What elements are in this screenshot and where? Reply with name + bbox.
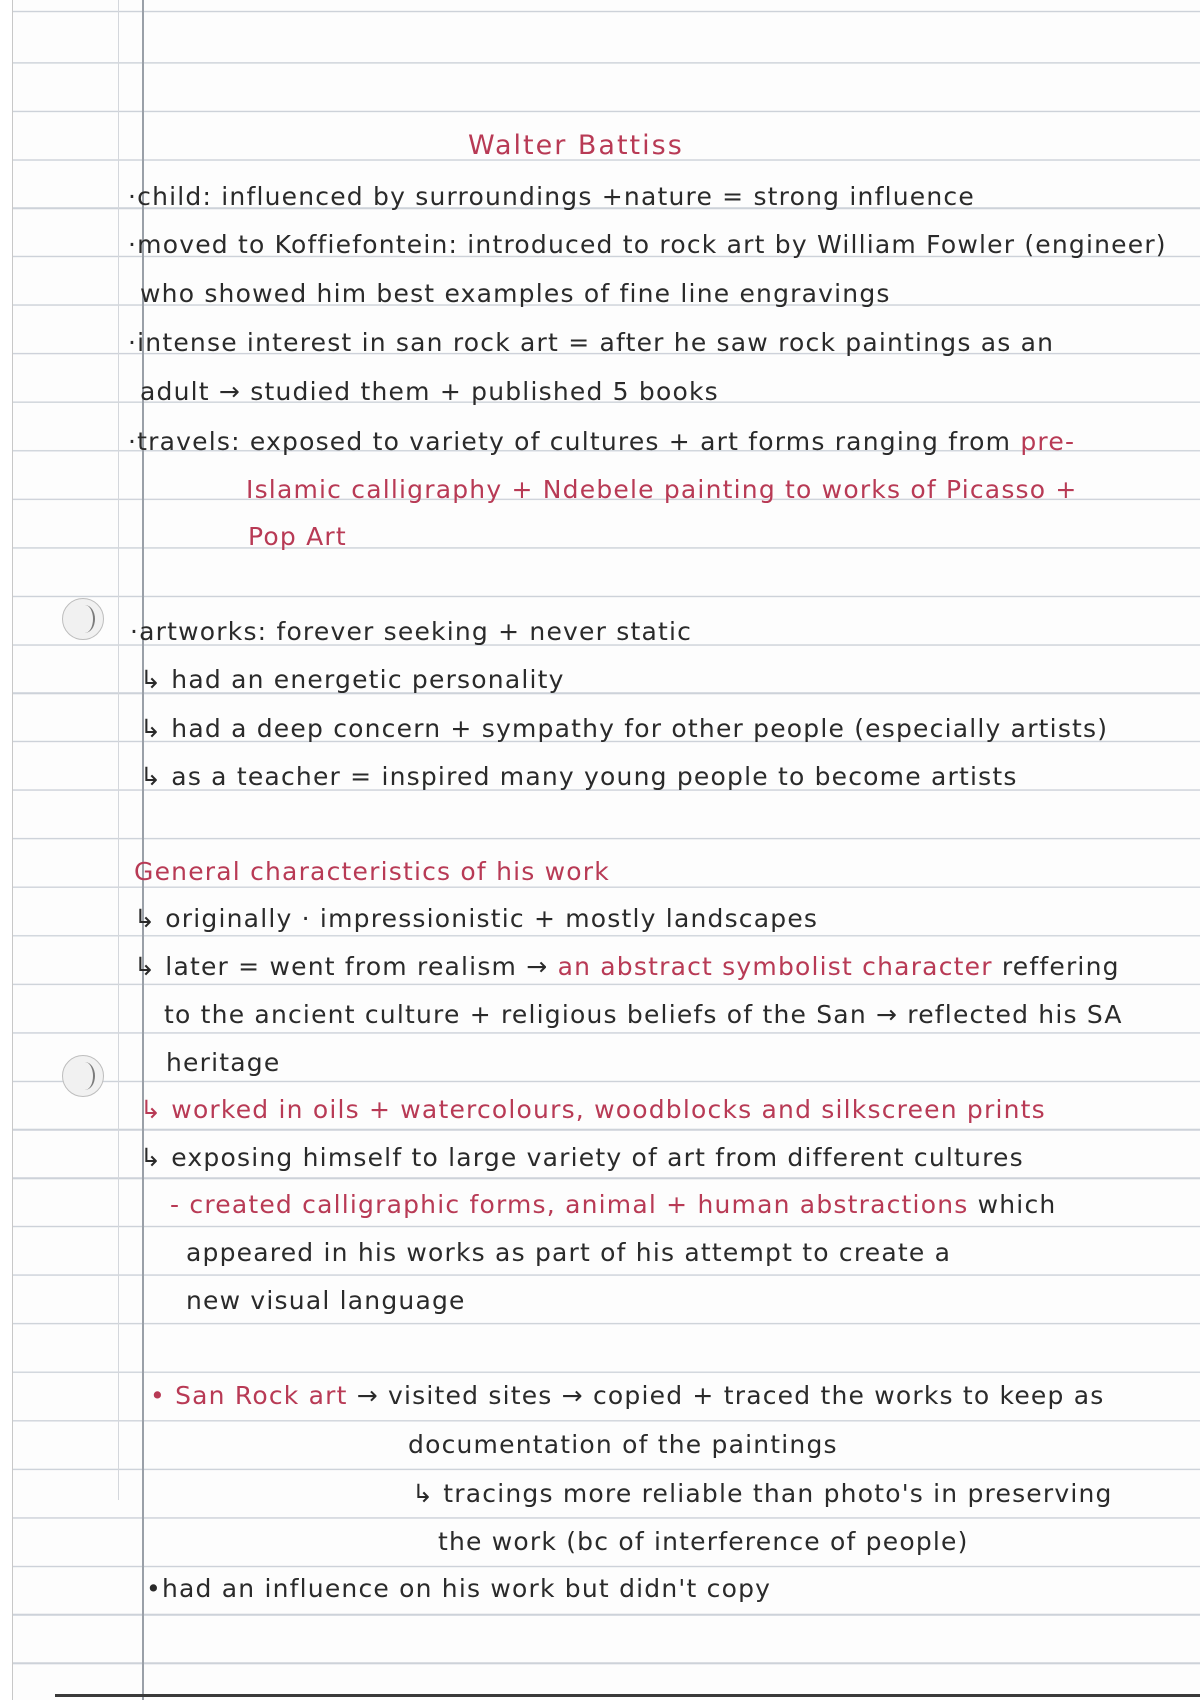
- note-line: • San Rock art → visited sites → copied + traced the works to keep as: [150, 1381, 1105, 1410]
- note-line: ·intense interest in san rock art = after he saw rock paintings as an: [128, 328, 1055, 357]
- note-line: adult → studied them + published 5 books: [140, 377, 719, 406]
- note-line: •had an influence on his work but didn't copy: [146, 1574, 772, 1603]
- note-line: Pop Art: [248, 522, 347, 551]
- note-line: ↳ had a deep concern + sympathy for other people (especially artists): [140, 714, 1109, 743]
- binder-hole-icon: [62, 598, 104, 640]
- note-line: ↳ had an energetic personality: [140, 665, 565, 694]
- note-line: heritage: [166, 1048, 281, 1077]
- note-line: ↳ originally · impressionistic + mostly landscapes: [134, 904, 819, 933]
- binder-hole-icon: [62, 1055, 104, 1097]
- note-line: ·child: influenced by surroundings +nature = strong influence: [128, 182, 975, 211]
- note-line: new visual language: [186, 1286, 466, 1315]
- note-line: ·moved to Koffiefontein: introduced to rock art by William Fowler (engineer): [128, 230, 1167, 259]
- page-title: Walter Battiss: [468, 130, 684, 161]
- note-line: - created calligraphic forms, animal + human abstractions which: [170, 1190, 1057, 1219]
- note-line: ↳ worked in oils + watercolours, woodblocks and silkscreen prints: [140, 1095, 1046, 1124]
- note-line: ↳ tracings more reliable than photo's in preserving: [412, 1479, 1113, 1508]
- note-line: to the ancient culture + religious beliefs of the San → reflected his SA: [164, 1000, 1123, 1029]
- note-line: ·artworks: forever seeking + never static: [130, 617, 693, 646]
- margin-line-faint: [118, 0, 119, 1500]
- note-line: the work (bc of interference of people): [438, 1527, 969, 1556]
- section-heading: General characteristics of his work: [134, 857, 610, 886]
- note-line: documentation of the paintings: [408, 1430, 838, 1459]
- note-line: ↳ as a teacher = inspired many young people to become artists: [140, 762, 1018, 791]
- page-bottom-edge: [55, 1694, 1200, 1697]
- note-line: appeared in his works as part of his attempt to create a: [186, 1238, 952, 1267]
- note-line: ·travels: exposed to variety of cultures + art forms ranging from pre-: [128, 427, 1076, 456]
- note-line: ↳ later = went from realism → an abstract symbolist character reffering: [134, 952, 1120, 981]
- note-line: who showed him best examples of fine line engravings: [140, 279, 891, 308]
- note-line: Islamic calligraphy + Ndebele painting to works of Picasso +: [246, 475, 1078, 504]
- note-line: ↳ exposing himself to large variety of art from different cultures: [140, 1143, 1024, 1172]
